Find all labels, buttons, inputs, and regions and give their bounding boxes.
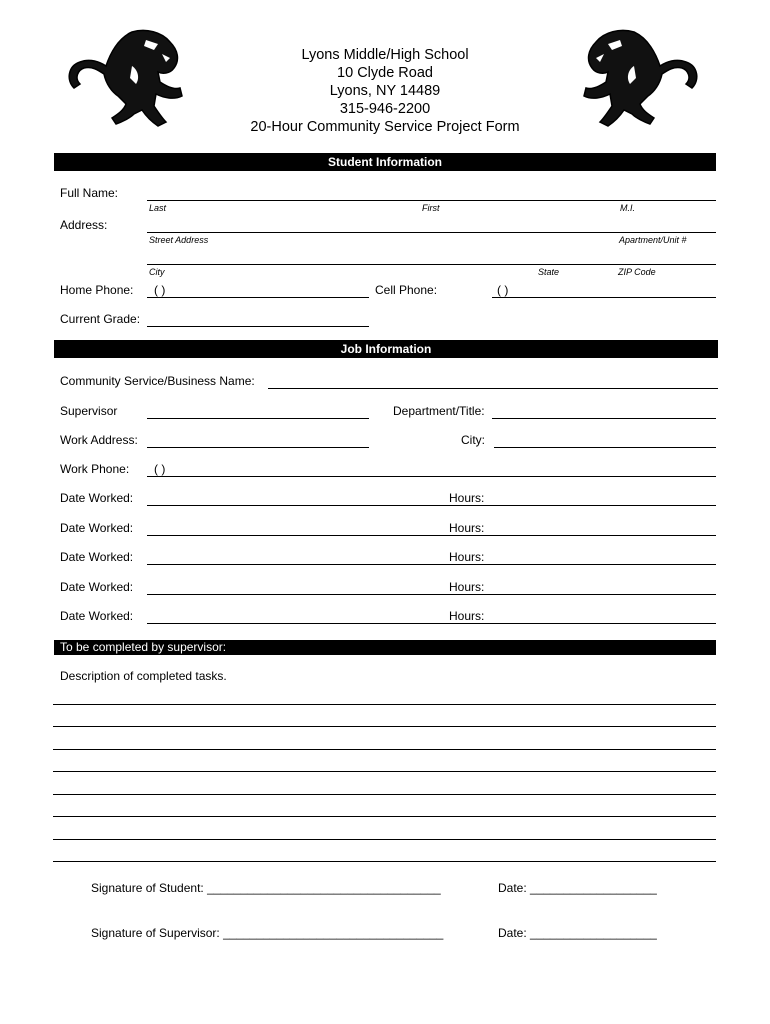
street-address-field[interactable] bbox=[147, 232, 716, 233]
address-label: Address: bbox=[60, 218, 108, 232]
job-section-header: Job Information bbox=[54, 340, 718, 358]
description-line[interactable] bbox=[53, 726, 716, 727]
city-state-zip-field[interactable] bbox=[147, 264, 716, 265]
work-city-field[interactable] bbox=[494, 447, 716, 448]
cell-phone-label: Cell Phone: bbox=[375, 283, 438, 297]
form-title: 20-Hour Community Service Project Form bbox=[250, 119, 520, 135]
mi-caption: M.I. bbox=[620, 203, 635, 213]
description-line[interactable] bbox=[53, 839, 716, 840]
work-phone-label: Work Phone: bbox=[60, 462, 130, 476]
home-phone-parens: ( ) bbox=[154, 283, 166, 297]
home-phone-field[interactable] bbox=[147, 297, 369, 298]
school-city-state: Lyons, NY 14489 bbox=[329, 83, 441, 99]
work-phone-field[interactable] bbox=[147, 476, 716, 477]
department-title-field[interactable] bbox=[492, 418, 716, 419]
first-caption: First bbox=[422, 203, 440, 213]
supervisor-section-header: To be completed by supervisor: bbox=[54, 640, 716, 655]
hours-label: Hours: bbox=[449, 550, 485, 564]
supervisor-field[interactable] bbox=[147, 418, 369, 419]
hours-label: Hours: bbox=[449, 521, 485, 535]
zip-caption: ZIP Code bbox=[618, 267, 656, 277]
description-line[interactable] bbox=[53, 794, 716, 795]
business-name-field[interactable] bbox=[268, 388, 718, 389]
description-line[interactable] bbox=[53, 816, 716, 817]
school-name: Lyons Middle/High School bbox=[301, 47, 469, 63]
street-caption: Street Address bbox=[149, 235, 209, 245]
cell-phone-field[interactable] bbox=[492, 297, 716, 298]
student-section-header: Student Information bbox=[54, 153, 716, 171]
supervisor-label: Supervisor bbox=[60, 404, 118, 418]
supervisor-signature-field[interactable]: Signature of Supervisor: _________________________________ bbox=[91, 926, 444, 940]
hours-label: Hours: bbox=[449, 491, 485, 505]
current-grade-label: Current Grade: bbox=[60, 312, 141, 326]
description-label: Description of completed tasks. bbox=[60, 669, 227, 683]
state-caption: State bbox=[538, 267, 560, 277]
description-line[interactable] bbox=[53, 771, 716, 772]
date-worked-field[interactable] bbox=[147, 623, 716, 624]
apartment-caption: Apartment/Unit # bbox=[619, 235, 687, 245]
full-name-field[interactable] bbox=[147, 200, 716, 201]
date-worked-field[interactable] bbox=[147, 564, 716, 565]
hours-label: Hours: bbox=[449, 580, 485, 594]
last-caption: Last bbox=[149, 203, 167, 213]
description-line[interactable] bbox=[53, 749, 716, 750]
student-signature-field[interactable]: Signature of Student: ___________________________________ bbox=[91, 881, 441, 895]
date-worked-label: Date Worked: bbox=[60, 580, 134, 594]
date-worked-field[interactable] bbox=[147, 505, 716, 506]
student-date-field[interactable]: Date: ___________________ bbox=[498, 881, 657, 895]
city-caption: City bbox=[149, 267, 165, 277]
work-address-field[interactable] bbox=[147, 447, 369, 448]
cell-phone-parens: ( ) bbox=[497, 283, 509, 297]
work-phone-parens: ( ) bbox=[154, 462, 166, 476]
description-line[interactable] bbox=[53, 861, 716, 862]
school-phone: 315-946-2200 bbox=[339, 101, 431, 117]
full-name-label: Full Name: bbox=[60, 186, 119, 200]
school-header bbox=[0, 46, 770, 136]
date-worked-field[interactable] bbox=[147, 535, 716, 536]
date-worked-label: Date Worked: bbox=[60, 491, 134, 505]
supervisor-date-field[interactable]: Date: ___________________ bbox=[498, 926, 657, 940]
description-line[interactable] bbox=[53, 704, 716, 705]
date-worked-label: Date Worked: bbox=[60, 550, 134, 564]
school-street: 10 Clyde Road bbox=[337, 65, 433, 81]
home-phone-label: Home Phone: bbox=[60, 283, 134, 297]
hours-label: Hours: bbox=[449, 609, 485, 623]
work-address-label: Work Address: bbox=[60, 433, 138, 447]
date-worked-label: Date Worked: bbox=[60, 521, 134, 535]
date-worked-field[interactable] bbox=[147, 594, 716, 595]
date-worked-label: Date Worked: bbox=[60, 609, 134, 623]
department-title-label: Department/Title: bbox=[393, 404, 485, 418]
business-name-label: Community Service/Business Name: bbox=[60, 374, 255, 388]
work-city-label: City: bbox=[461, 433, 485, 447]
current-grade-field[interactable] bbox=[147, 326, 369, 327]
